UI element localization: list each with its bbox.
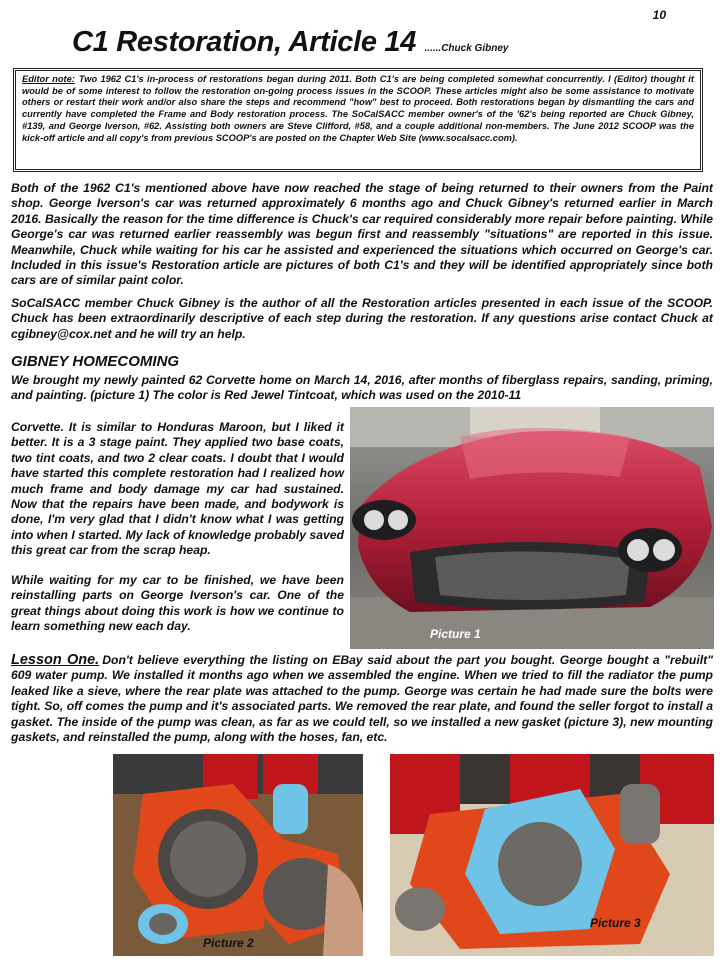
author-paragraph: SoCalSACC member Chuck Gibney is the author of all the Restoration articles presented in each issue of the SCOOP. Chuck has been extraordinarily descriptive of each step during the restoration. If any questions arise contact Chuck at cgibney@cox.net and he will try an help.	[11, 296, 713, 341]
water-pump-plate-illustration	[113, 754, 363, 956]
editor-note-text: Two 1962 C1's in-process of restorations began during 2011. Both C1's are being completed somewhat concurrently. I (Editor) thought it would be of some interest to follow the restoration on-going process issues in the SCOOP. These articles might also be some assistance to motivate others or restart their work and/or also share the steps and recommend "how" best to proceed. Both restorations began by dismantling the cars and currently have completed the Frame and Body restoration process. The SoCalSACC member owner's of the '62's being reported are Chuck Gibney, #139, and George Iverson, #62. Assisting both owners are Steve Clifford, #58, and a couple additional non-members. The June 2012 SCOOP was the kick-off article and all copy's from previous SCOOP's are posted on the Chapter Web Site (www.socalsacc.com).	[22, 74, 694, 143]
intro-paragraph: Both of the 1962 C1's mentioned above have now reached the stage of being returned to their owners from the Paint shop. George Iverson's car was returned approximately 6 months ago and Chuck Gibney's returned earlier in March 2016. Basically the reason for the time difference is Chuck's car required considerably more repair before painting. While George's car was returned earlier reassembly was begun first and reassembly "situations" are reported in this issue. Meanwhile, Chuck while waiting for his car he assisted and experienced the situations which occurred on George's car. Included in this issue's Restoration article are pictures of both C1's and they will be identified appropriately since both cars are of similar paint color.	[11, 181, 713, 288]
picture-1-corvette-photo	[350, 407, 714, 649]
homecoming-intro: We brought my newly painted 62 Corvette home on March 14, 2016, after months of fiberglass repairs, sanding, priming, and painting. (picture 1) The color is Red Jewel Tintcoat, which was used on the 2010-11	[11, 373, 713, 403]
article-title: C1 Restoration, Article 14	[72, 26, 417, 58]
lesson-one-paragraph	[11, 653, 713, 745]
title-row	[72, 26, 508, 59]
homecoming-continued: Corvette. It is similar to Honduras Maroon, but I liked it better. It is a 3 stage paint. They applied two base coats, two tint coats, and two 2 clear coats. I doubt that I would have started this complete restoration had I realized how much frame and body damage my car had sustained. Now that the repairs have been made, and bodywork is done, I'm very glad that I didn't know what I was getting into when I started. My lack of knowledge probably saved this great car from the scrap heap.	[11, 420, 344, 558]
lesson-one-title: Lesson One.	[11, 652, 100, 668]
homecoming-waiting: While waiting for my car to be finished, we have been reinstalling parts on George Iverson's car. One of the great things about doing this work is how we continue to learn something new each day.	[11, 573, 344, 634]
picture-2-caption: Picture 2	[203, 936, 254, 950]
picture-3-caption: Picture 3	[590, 916, 641, 930]
picture-1-caption: Picture 1	[430, 627, 481, 641]
editor-note-label: Editor note:	[22, 74, 75, 84]
picture-2-water-pump-photo	[113, 754, 363, 956]
picture-3-water-pump-photo	[390, 754, 714, 956]
section-heading: GIBNEY HOMECOMING	[11, 353, 180, 370]
lesson-one-text: Don't believe everything the listing on EBay said about the part you bought. George bought a "rebuilt" 609 water pump. We installed it months ago when we assembled the engine. When we tried to fill the radiator the pump leaked like a sieve, where the rear plate was attached to the pump. George was certain he had made sure the bolts were tight. So, off comes the pump and it's associated parts. We removed the rear plate, and found the seller forgot to install a gasket. The inside of the pump was clean, as far as we could tell, so we installed a new gasket (picture 3), new mounting gaskets, and reinstalled the pump, along with the hoses, fan, etc.	[11, 653, 713, 745]
water-pump-gasket-illustration	[390, 754, 714, 956]
corvette-illustration	[350, 407, 714, 649]
editor-note-box	[13, 68, 703, 172]
page-number: 10	[652, 8, 666, 22]
byline: ......Chuck Gibney	[424, 43, 509, 54]
